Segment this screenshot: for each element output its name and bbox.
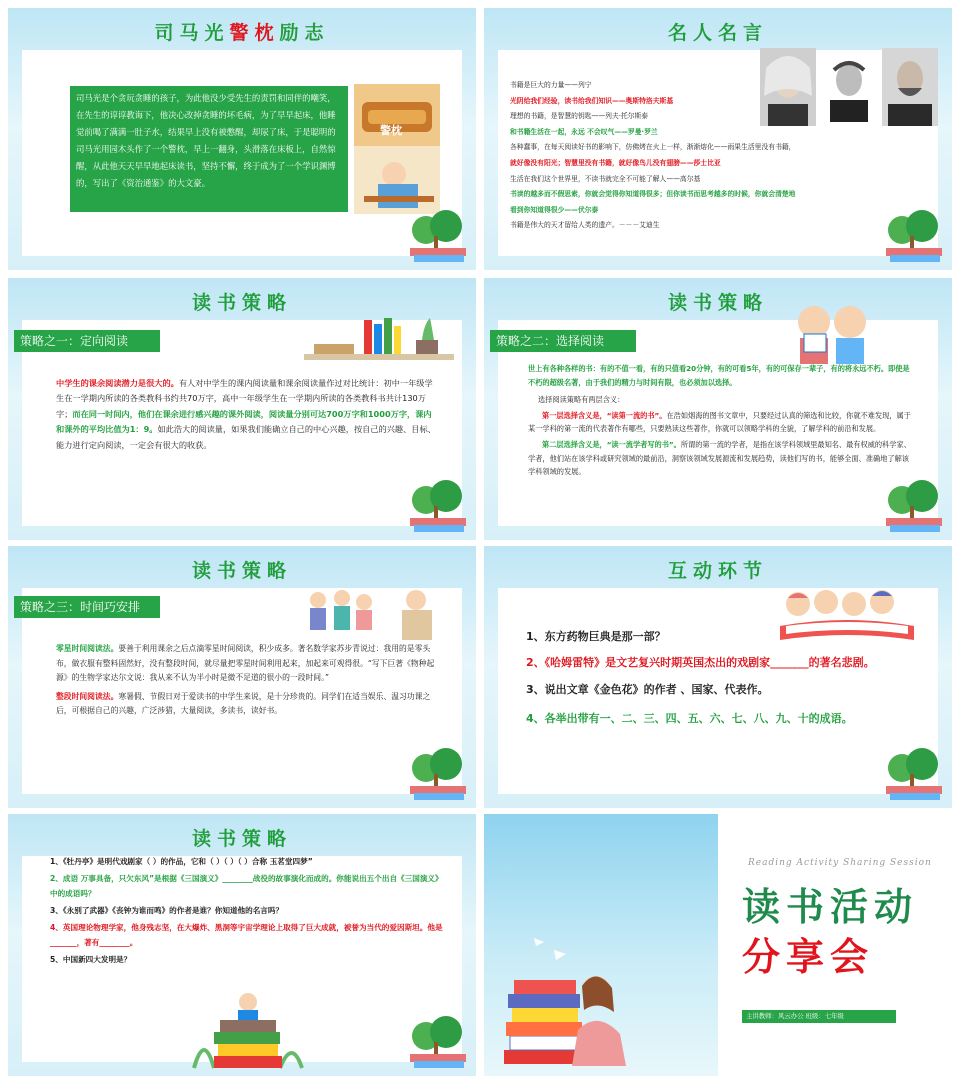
story-text: 司马光是个贪玩贪睡的孩子，为此他没少受先生的责罚和同伴的嘲笑，在先生的谆谆教诲下，他决心改掉贪睡的坏毛病，为了早早起床，他睡觉前喝了满满一肚子水，结果早上没有被憋醒，却尿了床，于是聪明的司马光用园木头作了一个警枕，早上一翻身，头滑落在床板上，自然惊醒，从此他天天早早地起床读书，坚持不懈，终于成为了一个学识渊博的，写出了《资治通鉴》的大文豪。 xyxy=(76,93,336,188)
strategy-paragraph: 中学生的课余阅读潜力是很大的。有人对中学生的课内阅读量和课余阅读量作过对比统计：初中一年级学生在一学期内所读的各类教科书约共70万字，高中一年级学生在一学期内所读的各类教科书共计130万字；而在同一时间内，他们在课余进行感兴趣的课外阅读，阅读量分别可达700万字和1000万字，课内和课外的平均比值为1：9。如此浩大的阅读量，如果我们能确立自己的中心兴趣，按自己的兴趣、目标、能力进行定向阅读，一定会有很大的收获。 xyxy=(56,378,436,450)
story-box xyxy=(70,86,348,212)
quote: 理想的书籍，是智慧的钥匙——列夫·托尔斯泰 xyxy=(510,112,649,121)
trees-books-decoration xyxy=(882,478,946,534)
slide-strategy-2[interactable] xyxy=(484,278,952,540)
quiz-list xyxy=(50,854,444,967)
quote: 书籍是伟大的天才留给人类的遗产。－－－艾迪生 xyxy=(510,221,660,230)
slide-title: 读书策略 xyxy=(191,828,292,850)
slide-title: 互动环节 xyxy=(667,560,768,582)
quiz-item: 5、中国新四大发明是？ xyxy=(50,955,132,964)
highlight-red: 第一层选择含义是，“读第一流的书”。 xyxy=(542,410,667,420)
cover-footer: 主讲教师：风云办公 班级：七年级 xyxy=(742,1010,896,1023)
slide-sima-guang[interactable] xyxy=(8,8,476,270)
ancient-scholars-illustration xyxy=(298,584,448,644)
slide-title: 读书策略 xyxy=(191,292,292,314)
quote: 书读的越多而不假思索，你就会觉得你知道得很多；但你读书而思考越多的时候，你就会清楚地 xyxy=(510,190,796,199)
quote: 光阴给我们经验，读书给我们知识——奥斯特洛夫斯基 xyxy=(510,96,674,105)
quiz-item: 1、《牡丹亭》是明代戏剧家（ ）的作品，它和（ ）（ ）（ ）合称 玉茗堂四梦” xyxy=(50,857,313,866)
trees-books-decoration xyxy=(406,208,470,264)
quote-list xyxy=(510,78,930,234)
pillow-illustration xyxy=(354,84,440,214)
quiz-item: 4、英国理论物理学家，他身残志坚，在大爆炸、黑洞等宇宙学理论上取得了巨大成就，被誉为当代的爱因斯坦。他是_______，著有________。 xyxy=(50,923,443,947)
trees-books-decoration xyxy=(882,208,946,264)
quiz-item: 3、《永别了武器》《丧钟为谁而鸣》的作者是谁？你知道他的名言吗？ xyxy=(50,906,284,915)
question: 1、东方药物巨典是那一部？ xyxy=(526,630,666,643)
trees-books-decoration xyxy=(406,478,470,534)
strategy-heading: 策略之三：时间巧安排 xyxy=(14,596,160,618)
slide-title: 读书策略 xyxy=(667,292,768,314)
slide-cover[interactable] xyxy=(484,814,952,1076)
slide-interactive[interactable] xyxy=(484,546,952,808)
quote: 看到你知道得很少——伏尔泰 xyxy=(510,205,599,214)
highlight-red: 中学生的课余阅读潜力是很大的。 xyxy=(56,378,179,388)
slide-title: 名人名言 xyxy=(667,22,768,44)
slide-famous-quotes[interactable] xyxy=(484,8,952,270)
quote: 就好像没有阳光；智慧里没有书籍，就好像鸟儿没有翅膀——莎士比亚 xyxy=(510,158,721,167)
kids-reading-illustration xyxy=(790,300,874,370)
slide-quiz[interactable] xyxy=(8,814,476,1076)
highlight-green: 而在同一时间内，他们在课余进行感兴趣的课外阅读，阅读量分别可达700万字和1000万字，课内和课外的平均比值为1：9。 xyxy=(56,408,432,435)
strategy-paragraph: 世上有各种各样的书：有的不值一看，有的只值看20分钟，有的可看5年，有的可保存一辈子，有的将永远不朽。即使是不朽的超级名著，由于我们的精力与时间有限，也必须加以选择。 选择阅读策略有两层含义： 第一层选择含义是，“读第一流的书”。在浩如烟海的图书文章中，只要经过认真的筛选和比较，你就不难发现，属于某一学科的第一流的代表著作有哪些，只要熟读这些著作，你就可以领略学科的全貌，了解学科的前沿和发展。 第二层选择含义是，“读一流学者写的书”。所谓的第一流的学者，是指在该学科领域里最知名、最有权威的科学家、学者，他们站在该学科或研究领域的最前沿，洞察该领域发展源流和发展趋势，读他们写的书，能够全面、准确地了解该学科领域的发展。 xyxy=(528,364,911,477)
highlight-green: 第二层选择含义是，“读一流学者写的书”。 xyxy=(542,439,681,449)
quiz-item: 2、成语 万事具备，只欠东风”是根据《三国演义》________战役的故事演化而成的。你能说出五个出自《三国演义》中的成语吗？ xyxy=(50,874,443,898)
highlight-red: 整段时间阅读法。 xyxy=(56,691,119,701)
question: 3、说出文章《金色花》的作者 、国家、代表作。 xyxy=(526,683,769,696)
quote: 书籍是巨大的力量——列宁 xyxy=(510,81,592,89)
bookshelf-illustration xyxy=(304,314,454,366)
subtitle-en: Reading Activity Sharing Session xyxy=(748,858,932,868)
trees-books-decoration xyxy=(882,746,946,802)
quote: 和书籍生活在一起，永远 不会叹气——罗曼·罗兰 xyxy=(510,127,658,136)
quote: 各种蠢事，在每天阅读好书的影响下，仿佛烤在火上一样，渐渐熔化——雨果生活里没有书籍， xyxy=(510,143,796,152)
cover-title-line1: 读书活动 xyxy=(742,885,919,929)
question: 2、《哈姆雷特》是文艺复兴时期英国杰出的戏剧家_______的著名悲剧。 xyxy=(526,656,875,669)
slide-title: 司马光警枕励志 xyxy=(154,22,330,44)
book-stack-illustration xyxy=(184,982,312,1074)
pillow-label: 警枕 xyxy=(380,124,402,137)
slide-strategy-1[interactable] xyxy=(8,278,476,540)
quote: 生活在我们这个世界里，不读书就完全不可能了解人——高尔基 xyxy=(510,174,701,183)
highlight-green: 零星时间阅读法。 xyxy=(56,644,119,653)
question: 4、各举出带有一、二、三、四、五、六、七、八、九、十的成语。 xyxy=(526,712,853,725)
cover-title-line2: 分享会 xyxy=(742,935,875,979)
trees-books-decoration xyxy=(406,1014,470,1070)
slide-strategy-3[interactable] xyxy=(8,546,476,808)
trees-books-decoration xyxy=(406,746,470,802)
girl-reading-books-illustration xyxy=(494,930,644,1074)
strategy-heading: 策略之二：选择阅读 xyxy=(490,330,636,352)
question-list xyxy=(526,626,918,729)
strategy-heading: 策略之一：定向阅读 xyxy=(14,330,160,352)
slide-title: 读书策略 xyxy=(191,560,292,582)
strategy-paragraph: 零星时间阅读法。要善于利用课余之后点滴零星时间阅读，积少成多。著名数学家苏步青说过：我用的是零头布，做衣服有整料固然好，没有整段时间，就尽量把零星时间利用起来，加起来可观得很。“写下巨著《物种起源》的生物学家达尔文说：我从来不认为半小时是微不足道的很小的一段时间。” 整段时间阅读法。寒暑假、节假日对于爱读书的中学生来说，是十分珍贵的。同学们在适当娱乐、温习功课之后，可根据自己的兴趣，广泛涉猎，大量阅读，多读书，读好书。 xyxy=(56,644,435,716)
